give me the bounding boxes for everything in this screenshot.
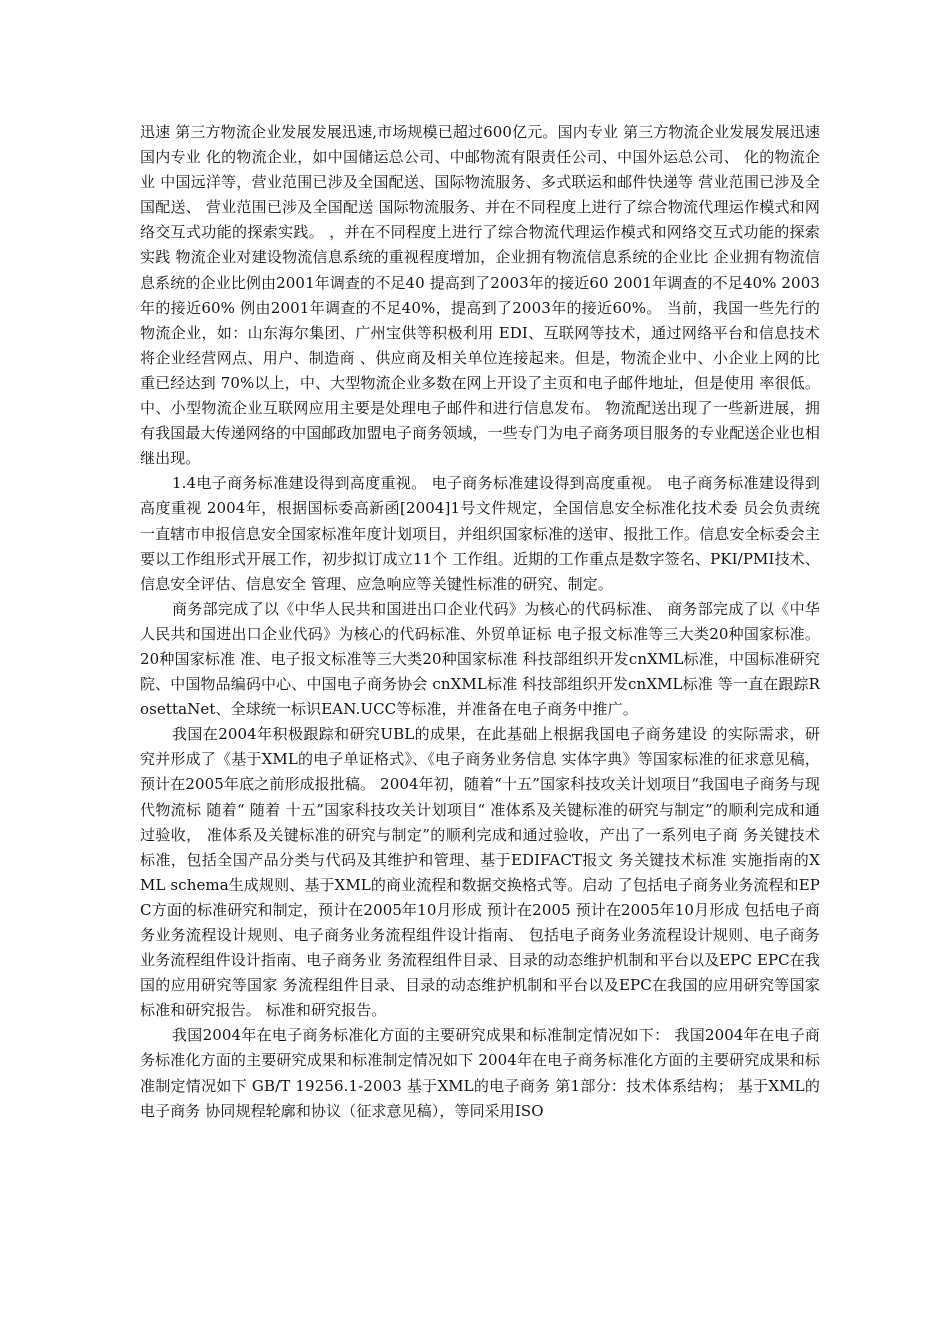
- document-body: [140, 120, 820, 1124]
- paragraph-ubl-research: 我国在2004年积极跟踪和研究UBL的成果，在此基础上根据我国电子商务建设 的实际需求，研究并形成了《基于XML的电子单证格式》、《电子商务业务信息 实体字典》等国家标准的征求意见稿，预计在2005年底之前形成报批稿。 2004年初，随着“十五”国家科技攻关计划项目“我国电子商务与现代物流标 随着“ 随着 十五”国家科技攻关计划项目“ 准体系及关键标准的研究与制定”的顺利完成和通过验收， 准体系及关键标准的研究与制定”的顺利完成和通过验收，产出了一系列电子商 务关键技术标准，包括全国产品分类与代码及其维护和管理、基于EDIFACT报文 务关键技术标准 实施指南的XML schema生成规则、基于XML的商业流程和数据交换格式等。启动 了包括电子商务业务流程和EPC方面的标准研究和制定，预计在2005年10月形成 预计在2005 预计在2005年10月形成 包括电子商务业务流程设计规则、电子商务业务流程组件设计指南、 包括电子商务业务流程设计规则、电子商务业务流程组件设计指南、电子商务业 务流程组件目录、目录的动态维护机制和平台以及EPC EPC在我国的应用研究等国家 务流程组件目录、目录的动态维护机制和平台以及EPC在我国的应用研究等国家 标准和研究报告。 标准和研究报告。: [140, 725, 820, 1020]
- paragraph-logistics-development: 迅速 第三方物流企业发展发展迅速,市场规模已超过600亿元。国内专业 第三方物流企业发展发展迅速 国内专业 化的物流企业，如中国储运总公司、中邮物流有限责任公司、中国外运总公司、 化的物流企业 中国远洋等，营业范围已涉及全国配送、国际物流服务、多式联运和邮件快递等 营业范围已涉及全国配送、 营业范围已涉及全国配送 国际物流服务、并在不同程度上进行了综合物流代理运作模式和网络交互式功能的探索实践。 ，并在不同程度上进行了综合物流代理运作模式和网络交互式功能的探索实践 物流企业对建设物流信息系统的重视程度增加，企业拥有物流信息系统的企业比 企业拥有物流信息系统的企业比例由2001年调查的不足40 提高到了2003年的接近60 2001年调查的不足40% 2003年的接近60% 例由2001年调查的不足40%，提高到了2003年的接近60%。 当前，我国一些先行的物流企业，如：山东海尔集团、广州宝供等积极利用 EDI、互联网等技术，通过网络平台和信息技术将企业经营网点、用户、制造商 、供应商及相关单位连接起来。但是，物流企业中、小企业上网的比重已经达到 70%以上，中、大型物流企业多数在网上开设了主页和电子邮件地址，但是使用 率很低。中、小型物流企业互联网应用主要是处理电子邮件和进行信息发布。 物流配送出现了一些新进展，拥有我国最大传递网络的中国邮政加盟电子商务领域，一些专门为电子商务项目服务的专业配送企业也相继出现。: [140, 123, 820, 468]
- paragraph-ministry-of-commerce: 商务部完成了以《中华人民共和国进出口企业代码》为核心的代码标准、 商务部完成了以《中华人民共和国进出口企业代码》为核心的代码标准、外贸单证标 电子报文标准等三大类20种国家标准。 20种国家标准 准、电子报文标准等三大类20种国家标准 科技部组织开发cnXML标准，中国标准研究院、中国物品编码中心、中国电子商务协会 cnXML标准 科技部组织开发cnXML标准 等一直在跟踪RosettaNet、全球统一标识EAN.UCC等标准，并准备在电子商务中推广。: [140, 599, 820, 719]
- paragraph-standards-emphasis: 1.4电子商务标准建设得到高度重视。 电子商务标准建设得到高度重视。 电子商务标准建设得到高度重视 2004年，根据国标委高新函[2004]1号文件规定，全国信息安全标准化技术委 员会负责统一直辖市申报信息安全国家标准年度计划项目，并组织国家标准的送审、报批工作。信息安全标委会主要以工作组形式开展工作，初步拟订成立11个 工作组。近期的工作重点是数字签名、PKI/PMI技术、信息安全评估、信息安全 管理、应急响应等关键性标准的研究、制定。: [140, 474, 820, 593]
- paragraph-research-results: 我国2004年在电子商务标准化方面的主要研究成果和标准制定情况如下： 我国2004年在电子商务标准化方面的主要研究成果和标准制定情况如下 2004年在电子商务标准化方面的主要研究成果和标准制定情况如下 GB/T 19256.1-2003 基于XML的电子商务 第1部分：技术体系结构； 基于XML的电子商务 协同规程轮廓和协议（征求意见稿），等同采用ISO: [140, 1026, 820, 1120]
